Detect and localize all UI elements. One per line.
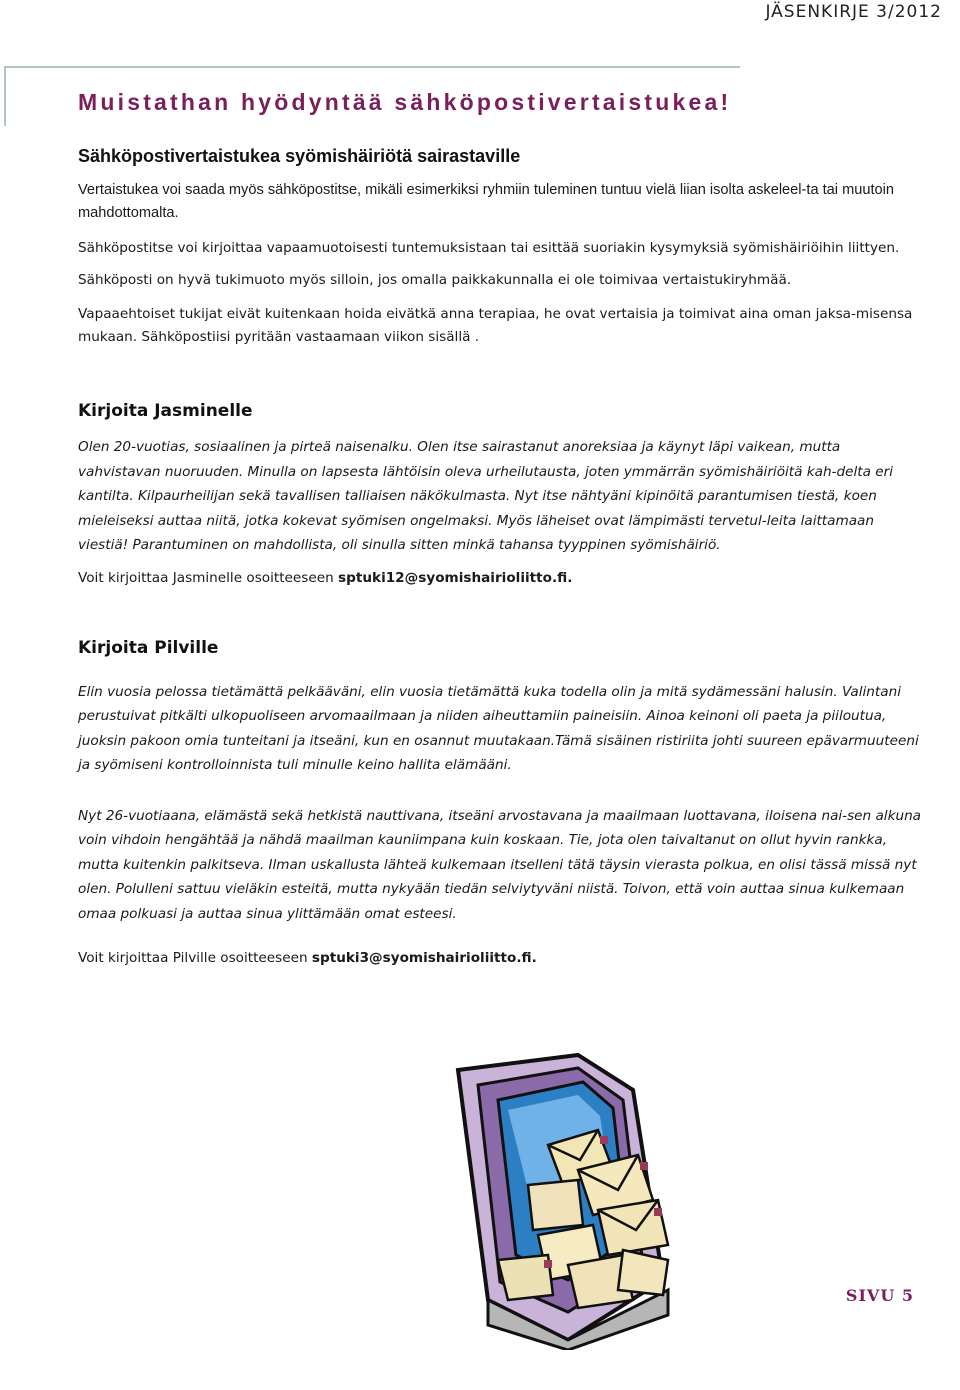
pilvi-email-link[interactable]: sptuki3@syomishairioliitto.fi. [311, 950, 537, 966]
section-title-jasmine: Kirjoita Jasminelle [78, 401, 253, 421]
page-number: SIVU 5 [845, 1286, 914, 1305]
paragraph-write-freely: Sähköpostitse voi kirjoittaa vapaamuotoisesti tuntemuksistaan tai esittää suoriakin kysymyksiä syömishäiriöihin liittyen. [78, 240, 900, 256]
jasmine-contact-prefix: Voit kirjoittaa Jasminelle osoitteeseen [78, 569, 339, 586]
jasmine-bio: Olen 20-vuotias, sosiaalinen ja pirteä naisenalku. Olen itse sairastanut anoreksiaa ja käynyt läpi vaikean, mutta vahvistavan nuoruuden. Minulla on lapsesta lähtöisin oleva urheilutausta, joten ymmärrän syömishäiriöitä kah-delta eri kantilta. Kilpaurheilijan sekä tavallisen talliaisen näkökulmasta. Nyt itse nähtyäni kipinöitä parantumisen tiestä, koen mieleiseksi auttaa niitä, jotka kokevat syömisen ongelmaksi. Myös läheiset ovat lämpimästi tervetul-leita laittamaan viestiä! Parantuminen on mahdollista, oli sinulla sitten minkä tahansa tyyppinen syömishäiriö. [78, 439, 893, 553]
pilvi-contact [78, 950, 924, 966]
page-header [0, 0, 960, 30]
paragraph-intro: Vertaistukea voi saada myös sähköpostitse, mikäli esimerkiksi ryhmiin tuleminen tuntuu vielä liian isolta askeleel-ta tai muutoin mahdottomalta. [78, 182, 895, 221]
paragraph-support-form: Sähköposti on hyvä tukimuoto myös silloin, jos omalla paikkakunnalla ei ole toimivaa vertaistukiryhmää. [78, 272, 792, 288]
section-title-email-support: Sähköpostivertaistukea syömishäiriötä sairastaville [78, 146, 521, 166]
article [78, 86, 924, 966]
main-title: Muistathan hyödyntää sähköpostivertaistukea! [78, 89, 732, 115]
computer-with-envelopes-icon [428, 1050, 728, 1350]
frame-line-left [4, 66, 6, 126]
frame-line-top [4, 66, 740, 68]
jasmine-email-link[interactable]: sptuki12@syomishairioliitto.fi. [338, 569, 573, 586]
issue-label: JÄSENKIRJE 3/2012 [765, 2, 942, 22]
paragraph-volunteers: Vapaaehtoiset tukijat eivät kuitenkaan hoida eivätkä anna terapiaa, he ovat vertaisia ja toimivat aina oman jaksa-misensa mukaan. Sähköpostiisi pyritään vastaamaan viikon sisällä . [78, 306, 913, 345]
pilvi-contact-prefix: Voit kirjoittaa Pilville osoitteeseen [78, 950, 312, 966]
jasmine-contact [78, 570, 924, 586]
section-title-pilvi: Kirjoita Pilville [78, 637, 219, 658]
pilvi-bio-part1: Elin vuosia pelossa tietämättä pelkääväni, elin vuosia tietämättä kuka todella olin ja mitä sydämessäni halusin. Valintani perustuivat pitkälti ulkopuoliseen arvomaailmaan ja niiden aiheuttamiin paineisiin. Ainoa keinoni oli paeta ja piiloutua, juoksin pakoon omia tunteitani ja itseäni, kun en osannut muutakaan.Tämä sisäinen ristiriita johti suureen epävarmuuteeni ja syömiseni kontrolloinnista tuli minulle keino hallita elämääni. [78, 683, 919, 773]
pilvi-bio-part2: Nyt 26-vuotiaana, elämästä sekä hetkistä nauttivana, itseäni arvostavana ja maailmaan luottavana, iloisena nai-sen alkuna voin vihdoin hengähtää ja nähdä maailman kauniimpana kuin koskaan. Tie, jota olen taivaltanut on ollut hyvin rankka, mutta kuitenkin palkitseva. Ilman uskallusta lähteä kulkemaan itselleni tätä täysin vierasta polkua, en olisi tässä missä nyt olen. Polulleni sattuu vieläkin esteitä, mutta nykyään tiedän selviytyväni niistä. Toivon, että voin auttaa sinua kulkemaan omaa polkuasi ja auttaa sinua ylittämään omat esteesi. [78, 807, 922, 922]
